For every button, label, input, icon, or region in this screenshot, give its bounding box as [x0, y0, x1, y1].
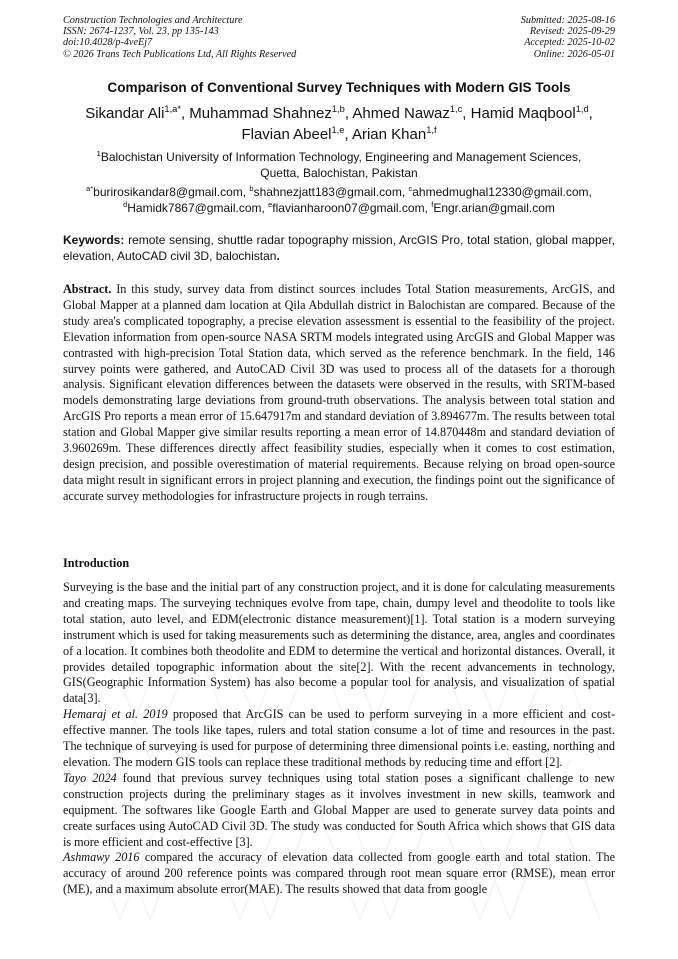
citation: Ashmawy 2016 [63, 850, 140, 865]
paragraph-text: compared the accuracy of elevation data collected from google earth and total station. The accuracy of around 200 reference points was compared through root mean square error (RMSE), mean error (ME), and a maximum absolute error(MAE). The results showed that data from google [63, 850, 615, 897]
paragraph-text: proposed that ArcGIS can be used to perform surveying in a more efficient and cost-effective manner. The tools like tapes, rulers and total station consume a lot of time and resources in the past. The technique of surveying is used for purpose of determining three dimensional points i.e. easting, northing and elevation. The modern GIS tools can replace these traditional methods by reducing time and effort [2]. [63, 707, 615, 769]
author [352, 126, 437, 143]
author-sep: , [180, 105, 190, 122]
abstract-text: In this study, survey data from distinct sources includes Total Station measurements, ArcGIS, and Global Mapper at a planned dam location at Qila Abdullah district in Balochistan are compared. Because of the study area's complicated topography, a precise elevation assessment is essential to the feasibility of the project. Elevation information from open-source NASA SRTM models integrated using ArcGIS and Global Mapper was contrasted with high-precision Total Station data, which served as the reference benchmark. In the field, 146 survey points were gathered, and AutoCAD Civil 3D was used to process all of the datasets for a thorough analysis. Significant elevation differences between the datasets were observed in the results, with SRTM-based models demonstrating large deviations from ground-truth observations. The analysis between total station and ArcGIS Pro reports a mean error of 15.647917m and standard deviation of 3.894677m. The results between total station and Global Mapper give similar results reporting a mean error of 14.870448m and standard deviation of 3.960269m. These differences directly affect feasibility studies, especially when it comes to cost estimation, design precision, and possible overestimation of material requirements. Because relying on broad open-source data might result in significant errors in project planning and execution, the findings point out the significance of accurate survey methodologies for infrastructure projects in rough terrains. [63, 282, 615, 503]
email-sup: f [431, 199, 434, 209]
publication-dates [521, 15, 615, 60]
abstract-label: Abstract. [63, 282, 112, 296]
abstract-section [63, 282, 615, 505]
author-sup: 1,e [331, 125, 345, 135]
accepted-date: Accepted: 2025-10-02 [524, 37, 615, 49]
author-sup: 1,b [331, 104, 345, 114]
email-item [409, 185, 592, 199]
author-sep: , [462, 105, 471, 122]
affiliation-sup: 1 [96, 149, 101, 158]
email-item [431, 201, 555, 215]
email-address[interactable]: Hamidk7867@gmail.com [127, 200, 262, 215]
author [241, 126, 352, 143]
keywords-end: . [276, 248, 280, 263]
email-address[interactable]: burirosikandar8@gmail.com [93, 185, 243, 199]
introduction-body [63, 580, 615, 898]
email-sup: d [123, 199, 128, 209]
email-address[interactable]: ahmedmughal12330@gmail.com [412, 185, 589, 199]
email-sup: c [408, 184, 413, 193]
paragraph [63, 850, 615, 898]
author-sup: 1,d [575, 104, 589, 114]
author-name: Hamid Maqbool [470, 105, 576, 122]
email-sep: , [261, 200, 269, 215]
email-address[interactable]: flavianharoon07@gmail.com [272, 200, 425, 215]
email-address[interactable]: Engr.arian@gmail.com [433, 200, 555, 215]
author-sup: 1,f [426, 125, 437, 135]
keywords-label: Keywords: [63, 233, 125, 247]
email-sup: a* [86, 184, 94, 193]
journal-name: Construction Technologies and Architecture [63, 15, 243, 26]
email-sep: , [424, 200, 432, 215]
author [352, 105, 470, 122]
email-sep: , [242, 185, 250, 199]
email-sep: , [401, 185, 409, 199]
email-item [268, 199, 434, 215]
email-item [123, 201, 268, 215]
author-list [40, 103, 638, 145]
author-sup: 1,a* [164, 104, 181, 114]
paragraph: Surveying is the base and the initial part of any construction project, and it is done for calculating measurements and creating maps. The surveying techniques evolve from tape, chain, dumpy level and theodolite to tools like total station, auto level, and EDM(electronic distance measurement)[1]. Total station is a modern surveying instrument which is used for taking measurements such as determining the distance, area, angles and coordinates of a location. It combines both theodolite and EDM to determine the vertical and horizontal distances. Overall, it provides detailed topographic information about the site[2]. With the recent advancements in technology, GIS(Geographic Information System) has also become a popular tool for analysis, and visualization of spatial data[3]. [63, 580, 615, 706]
paragraph-text: found that previous survey techniques using total station poses a significant challenge to new construction projects during the preliminary stages as it involves investment in new skills, teamwork and equipment. The softwares like Google Earth and Global Mapper are used to generate survey data points and create surfaces using AutoCAD Civil 3D. The study was conducted for South Africa which shows that GIS data is more efficient and cost-effective [3]. [63, 770, 615, 849]
author-sep: , [344, 126, 352, 143]
citation: Hemaraj et al. 2019 [63, 707, 168, 722]
author [471, 105, 593, 122]
author-sep: , [344, 105, 353, 122]
affiliation-text: Balochistan University of Information Technology, Engineering and Management Sciences, Quetta, Balochistan, Pakistan [100, 150, 582, 180]
email-sup: b [249, 184, 254, 193]
email-address[interactable]: shahnezjatt183@gmail.com [253, 185, 402, 199]
author-name: Sikandar Ali [85, 105, 165, 122]
keywords-text: remote sensing, shuttle radar topography mission, ArcGIS Pro, total station, global mapper, elevation, AutoCAD civil 3D, balochistan [63, 233, 615, 263]
paragraph [63, 707, 615, 771]
author [85, 105, 189, 122]
copyright: © 2026 Trans Tech Publications Ltd, All Rights Reserved [63, 48, 297, 60]
issn-volume: ISSN: 2674-1237, Vol. 23, pp 135-143 [63, 26, 219, 38]
email-item [249, 185, 408, 199]
paper-title: Comparison of Conventional Survey Techniques with Modern GIS Tools [107, 80, 571, 95]
section-heading-introduction: Introduction [63, 556, 130, 570]
online-date: Online: 2026-05-01 [533, 48, 615, 60]
author-name: Muhammad Shahnez [189, 105, 332, 122]
email-item [86, 185, 249, 199]
email-sup: e [268, 199, 273, 209]
author [189, 105, 352, 122]
revised-date: Revised: 2025-09-29 [529, 26, 615, 38]
author-name: Arian Khan [351, 126, 427, 143]
journal-header [63, 15, 615, 65]
journal-info [63, 15, 296, 60]
author-sep: , [588, 105, 593, 122]
affiliation [80, 150, 598, 181]
email-sep: , [588, 185, 592, 199]
keywords-section [63, 233, 615, 264]
email-list [60, 185, 618, 216]
doi[interactable]: doi:10.4028/p-4veEj7 [63, 37, 153, 49]
author-name: Flavian Abeel [241, 126, 332, 143]
submitted-date: Submitted: 2025-08-16 [520, 15, 615, 26]
author-sup: 1,c [449, 104, 463, 114]
paragraph [63, 771, 615, 851]
author-name: Ahmed Nawaz [352, 105, 450, 122]
citation: Tayo 2024 [63, 770, 117, 785]
